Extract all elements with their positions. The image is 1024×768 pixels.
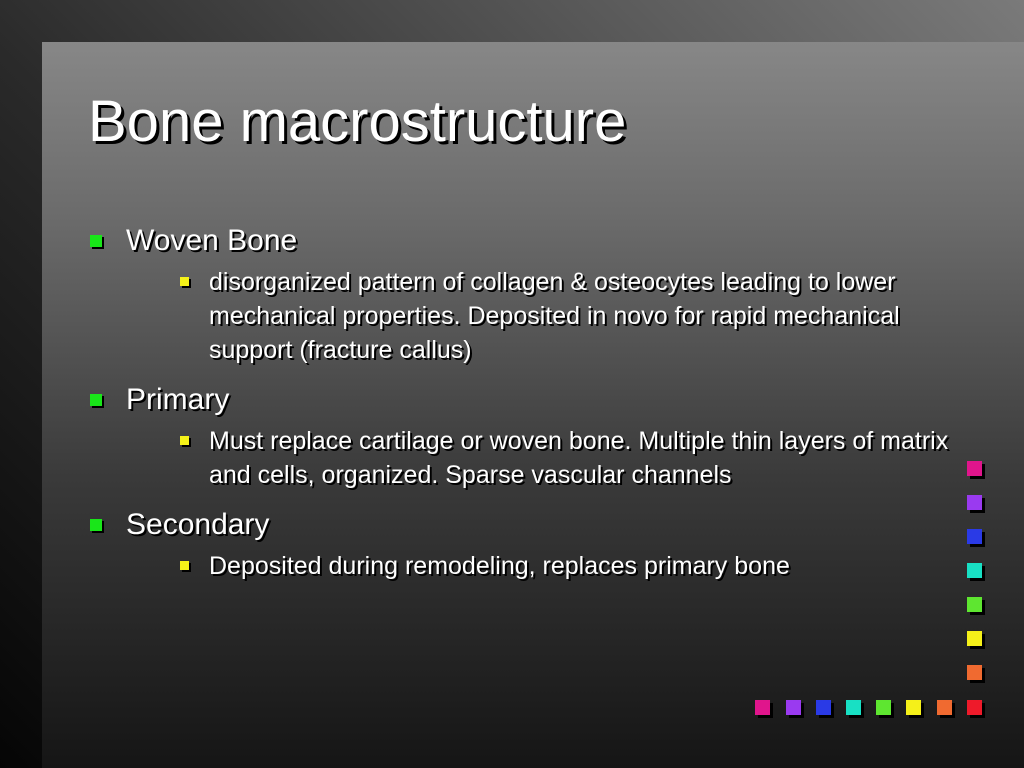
decor-square-icon bbox=[967, 529, 982, 544]
bullet-label: Primary bbox=[126, 383, 230, 416]
bullet-secondary bbox=[88, 506, 958, 583]
sub-bullet-text: disorganized pattern of collagen & osteocytes leading to lower mechanical properties. Deposited in novo for rapid mechanical support (fracture callus) bbox=[209, 268, 900, 364]
yellow-square-bullet-icon bbox=[180, 561, 189, 570]
decor-square-icon bbox=[937, 700, 952, 715]
bullet-label: Woven Bone bbox=[126, 224, 298, 257]
decor-square-icon bbox=[967, 597, 982, 612]
sub-bullet-text: Must replace cartilage or woven bone. Multiple thin layers of matrix and cells, organized. Sparse vascular channels bbox=[209, 427, 949, 489]
green-square-bullet-icon bbox=[90, 519, 102, 531]
slide-title: Bone macrostructure bbox=[88, 89, 627, 154]
decor-square-icon bbox=[967, 461, 982, 476]
decor-square-icon bbox=[755, 700, 770, 715]
decor-square-icon bbox=[967, 700, 982, 715]
decor-square-icon bbox=[967, 665, 982, 680]
green-square-bullet-icon bbox=[90, 394, 102, 406]
bullet-label: Secondary bbox=[126, 508, 270, 541]
decor-square-icon bbox=[967, 563, 982, 578]
decor-square-icon bbox=[967, 631, 982, 646]
green-square-bullet-icon bbox=[90, 235, 102, 247]
decor-square-icon bbox=[967, 495, 982, 510]
yellow-square-bullet-icon bbox=[180, 436, 189, 445]
decor-square-icon bbox=[846, 700, 861, 715]
decor-square-icon bbox=[786, 700, 801, 715]
bullet-list bbox=[88, 222, 958, 583]
bullet-woven-bone bbox=[88, 222, 958, 367]
sub-bullet bbox=[164, 265, 958, 367]
decor-square-icon bbox=[906, 700, 921, 715]
sub-bullet-text: Deposited during remodeling, replaces primary bone bbox=[209, 552, 790, 580]
decor-square-icon bbox=[876, 700, 891, 715]
decor-square-icon bbox=[816, 700, 831, 715]
sub-bullet bbox=[164, 424, 958, 492]
yellow-square-bullet-icon bbox=[180, 277, 189, 286]
bullet-primary bbox=[88, 381, 958, 492]
sub-bullet bbox=[164, 549, 958, 583]
